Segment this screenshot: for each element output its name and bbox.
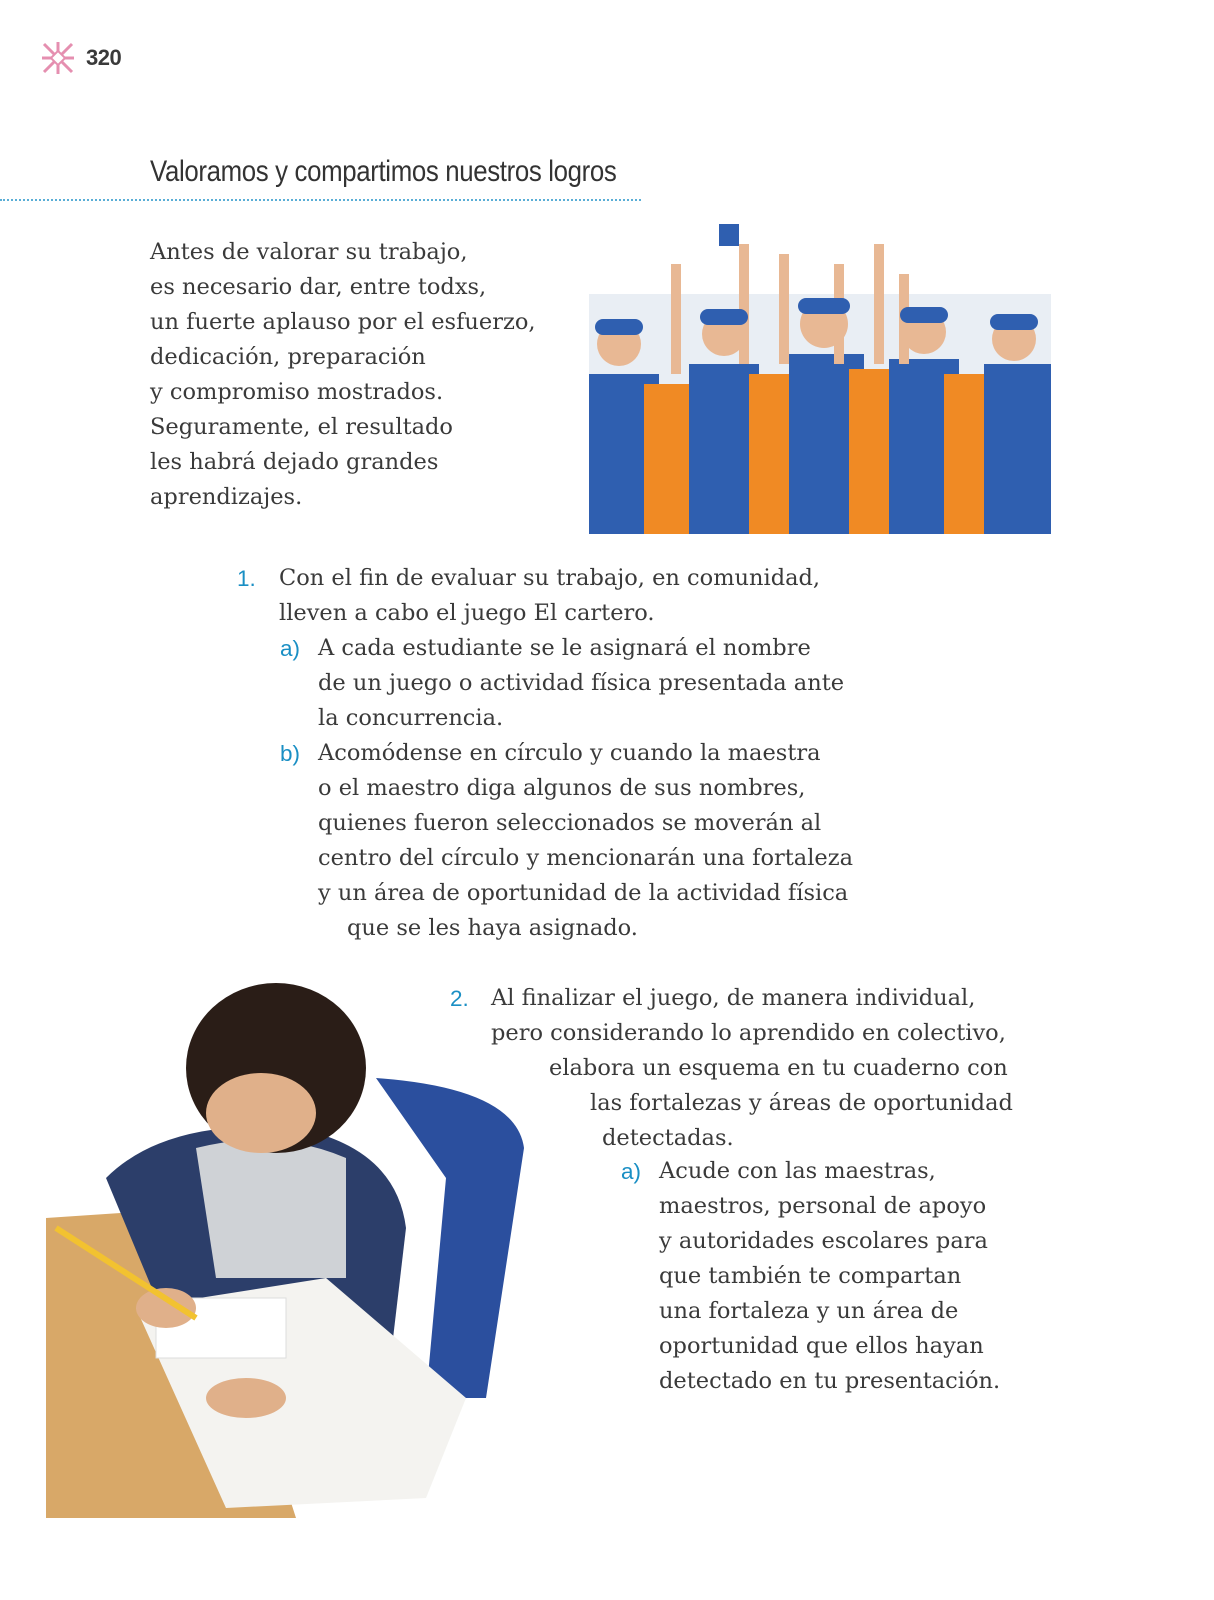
item-1a-marker: a) xyxy=(280,636,301,661)
item-1-number: 1. xyxy=(237,566,256,591)
intro-line: aprendizajes. xyxy=(150,484,303,510)
item-2a-line: una fortaleza y un área de xyxy=(659,1298,959,1324)
item-2-line: las fortalezas y áreas de oportunidad xyxy=(590,1090,1013,1116)
intro-line: un fuerte aplauso por el esfuerzo, xyxy=(150,309,536,335)
item-1b-line: Acomódense en círculo y cuando la maestra xyxy=(318,740,821,766)
intro-line: Seguramente, el resultado xyxy=(150,414,453,440)
intro-line: Antes de valorar su trabajo, xyxy=(150,239,468,265)
page-header xyxy=(40,38,121,78)
item-2a-line: maestros, personal de apoyo xyxy=(659,1193,987,1219)
item-1b-line: centro del círculo y mencionarán una fortaleza xyxy=(318,845,853,871)
item-2-line: elabora un esquema en tu cuaderno con xyxy=(549,1055,1008,1081)
item-2-number: 2. xyxy=(450,986,469,1011)
item-2a-marker: a) xyxy=(621,1159,642,1184)
section-heading: Valoramos y compartimos nuestros logros xyxy=(150,155,617,188)
intro-line: y compromiso mostrados. xyxy=(150,379,444,405)
item-2-line: detectadas. xyxy=(602,1125,734,1151)
item-1b-line: quienes fueron seleccionados se moverán al xyxy=(318,810,822,836)
item-2a-line: oportunidad que ellos hayan xyxy=(659,1333,984,1359)
intro-line: es necesario dar, entre todxs, xyxy=(150,274,487,300)
item-2a-line: detectado en tu presentación. xyxy=(659,1368,1001,1394)
item-2a-line: Acude con las maestras, xyxy=(659,1158,936,1184)
item-2-line: Al finalizar el juego, de manera individual, xyxy=(491,985,976,1011)
intro-line: les habrá dejado grandes xyxy=(150,449,439,475)
item-1b-line: o el maestro diga algunos de sus nombres, xyxy=(318,775,806,801)
item-1b-marker: b) xyxy=(280,741,301,766)
item-1a-line: A cada estudiante se le asignará el nombre xyxy=(318,635,811,661)
page-number: 320 xyxy=(86,45,122,70)
item-1b-line: que se les haya asignado. xyxy=(347,915,638,941)
item-2-line: pero considerando lo aprendido en colectivo, xyxy=(491,1020,1006,1046)
student-writing-photo xyxy=(46,978,528,1518)
item-1a-line: de un juego o actividad física presentada ante xyxy=(318,670,845,696)
decorative-star-logo-icon xyxy=(40,40,76,76)
item-1-line: lleven a cabo el juego El cartero. xyxy=(279,600,655,626)
item-1a-line: la concurrencia. xyxy=(318,705,504,731)
heading-dotted-rule xyxy=(0,199,641,201)
intro-paragraph xyxy=(150,235,580,515)
item-2a-line: que también te compartan xyxy=(659,1263,962,1289)
item-1-line: Con el fin de evaluar su trabajo, en comunidad, xyxy=(279,565,821,591)
item-2a-line: y autoridades escolares para xyxy=(659,1228,988,1254)
intro-line: dedicación, preparación xyxy=(150,344,426,370)
cheering-students-photo xyxy=(589,224,1051,534)
item-1b-line: y un área de oportunidad de la actividad física xyxy=(318,880,849,906)
